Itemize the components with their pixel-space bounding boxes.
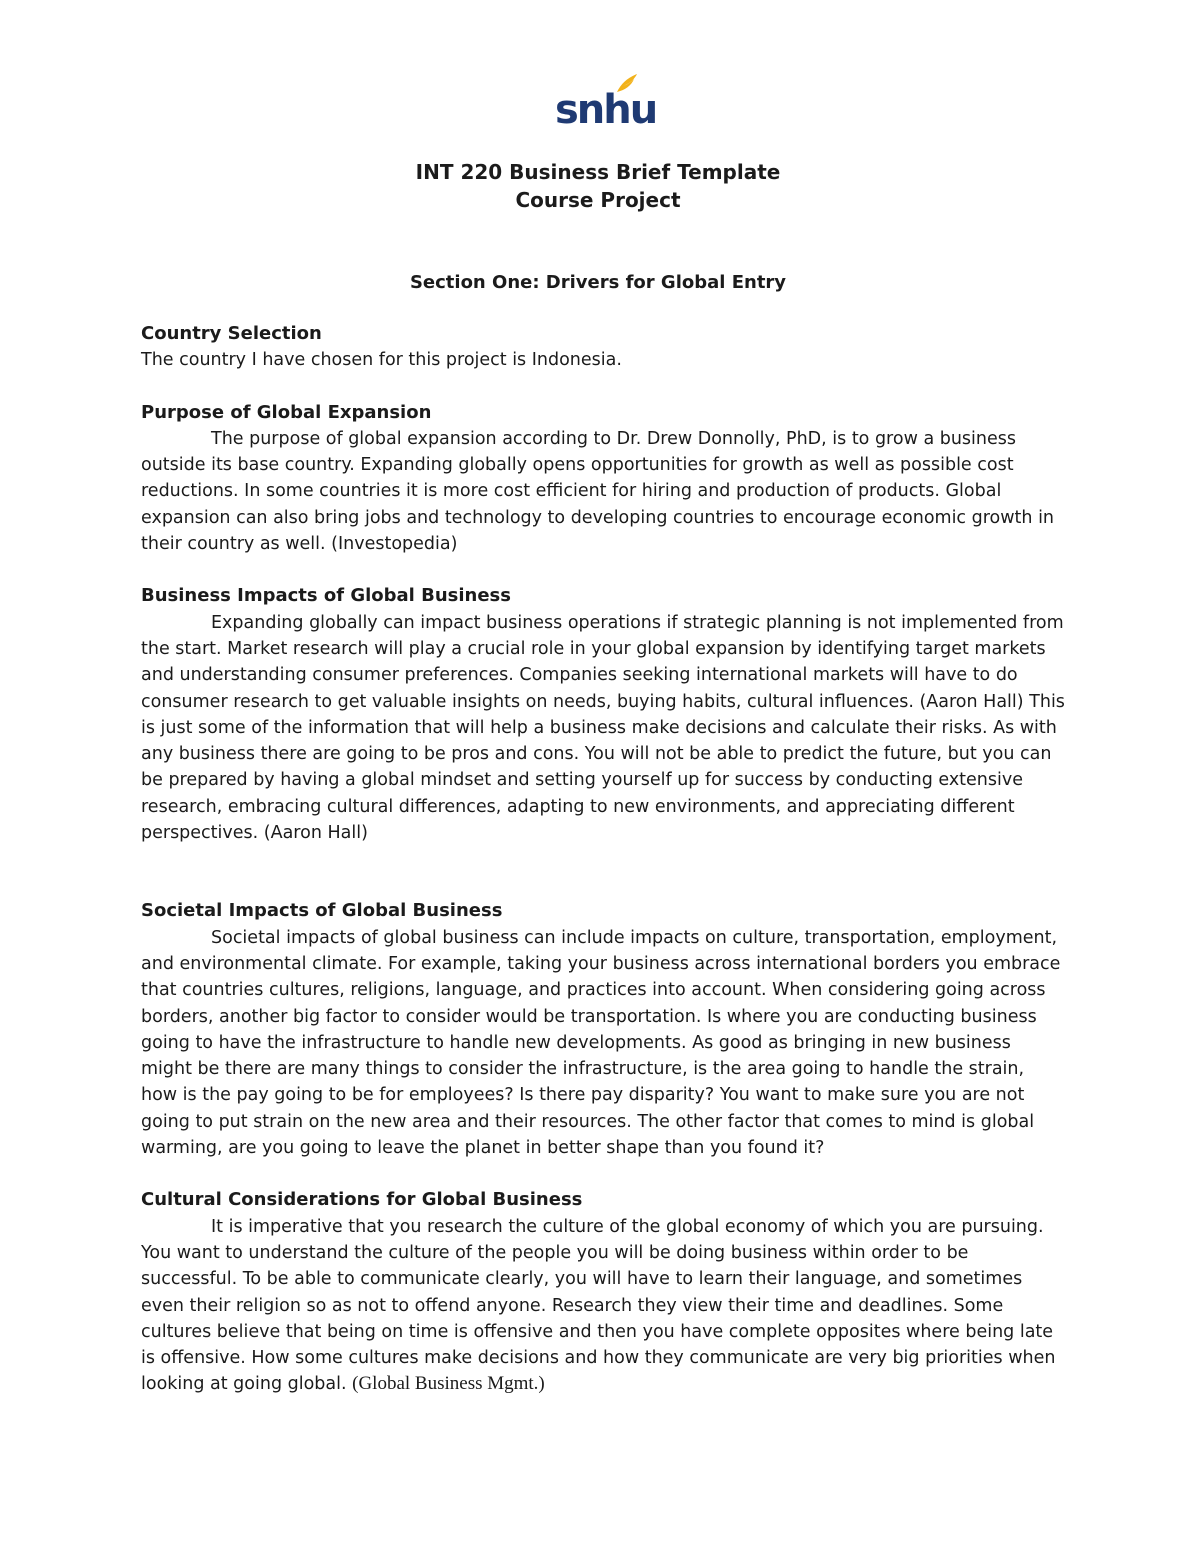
societal-impacts-heading: Societal Impacts of Global Business (141, 900, 503, 922)
societal-impacts-paragraph: Societal impacts of global business can include impacts on culture, transportation, employment, and environmental climate. For example, taking your business across international borders you embrace that countries cultures, religions, language, and practices into account. When considering going across borders, another big factor to consider would be transportation. Is where you are conducting business going to have the infrastructure to handle new developments. As good as bringing in new business might be there are many things to consider the infrastructure, is the area going to handle the strain, how is the pay going to be for employees? Is there pay disparity? You want to make sure you are not going to put strain on the new area and their resources. The other factor that comes to mind is global warming, are you going to leave the planet in better shape than you found it? (141, 927, 1061, 1159)
business-impacts-paragraph: Expanding globally can impact business operations if strategic planning is not implemented from the start. Market research will play a crucial role in your global expansion by identifying target markets and understanding consumer preferences. Companies seeking international markets will have to do consumer research to get valuable insights on needs, buying habits, cultural influences. (Aaron Hall) This is just some of the information that will help a business make decisions and calculate their risks. As with any business there are going to be pros and cons. You will not be able to predict the future, but you can be prepared by having a global mindset and setting yourself up for success by conducting extensive research, embracing cultural differences, adapting to new environments, and appreciating different perspectives. (Aaron Hall) (141, 612, 1065, 844)
cultural-considerations-text: It is imperative that you research the culture of the global economy of which you are pursuing. You want to understand the culture of the people you will be doing business within order to be successful. To be able to communicate clearly, you will have to learn their language, and sometimes even their religion so as not to offend anyone. Research they view their time and deadlines. Some cultures believe that being on time is offensive and then you have complete opposites where being late is offensive. How some cultures make decisions and how they communicate are very big priorities when looking at going global. (141, 1216, 1056, 1395)
document-body (141, 321, 1071, 1398)
cultural-considerations-heading: Cultural Considerations for Global Business (141, 1189, 583, 1211)
business-impacts-heading: Business Impacts of Global Business (141, 585, 511, 607)
logo-wordmark: snhu (555, 87, 657, 133)
purpose-paragraph: The purpose of global expansion according to Dr. Drew Donnolly, PhD, is to grow a business outside its base country. Expanding globally opens opportunities for growth as well as possible cost reductions. In some countries it is more cost efficient for hiring and production of products. Global expansion can also bring jobs and technology to developing countries to encourage economic growth in their country as well. (Investopedia) (141, 428, 1055, 555)
document-subtitle: Course Project (515, 188, 681, 212)
purpose-heading: Purpose of Global Expansion (141, 401, 432, 423)
cultural-considerations-paragraph (141, 1214, 1071, 1398)
country-selection-heading: Country Selection (141, 323, 322, 344)
document-header (0, 158, 1196, 214)
section-title: Section One: Drivers for Global Entry (409, 272, 787, 293)
snhu-logo (555, 72, 657, 136)
document-title: INT 220 Business Brief Template (415, 160, 781, 184)
country-selection-text: The country I have chosen for this project is Indonesia. (141, 350, 622, 371)
citation: (Global Business Mgmt.) (352, 1373, 545, 1395)
